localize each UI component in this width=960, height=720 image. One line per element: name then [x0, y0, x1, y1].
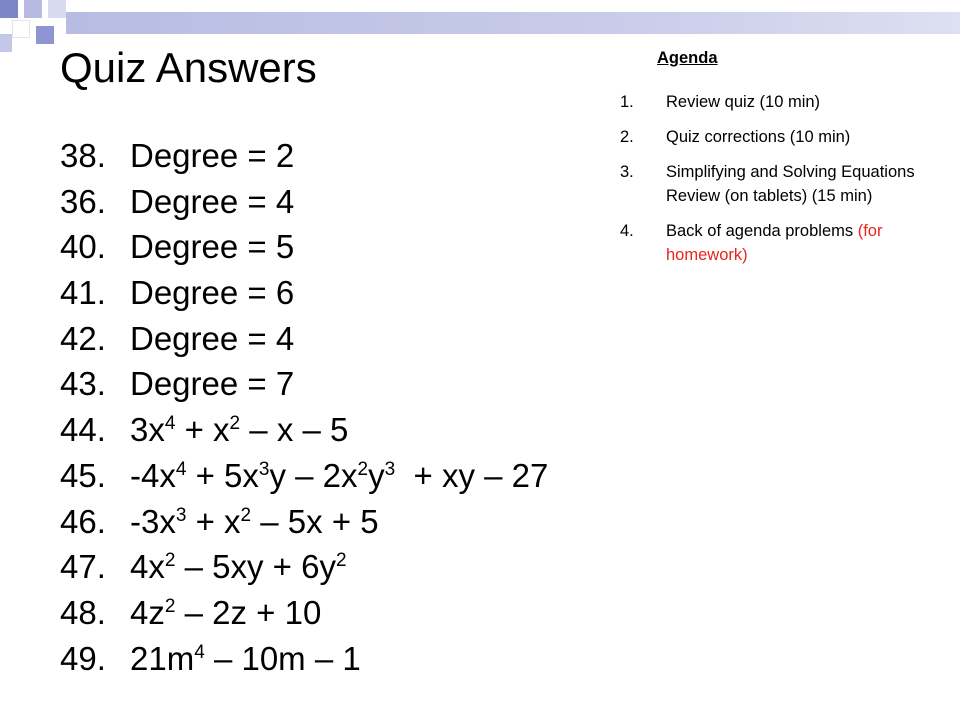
- agenda-item-text: Back of agenda problems: [666, 222, 858, 240]
- answer-text: 4x: [130, 548, 165, 586]
- answer-number: 47.: [60, 548, 106, 586]
- answer-text: 21m: [130, 639, 195, 677]
- answer-item: [60, 361, 548, 407]
- answer-item: [60, 316, 548, 362]
- answer-number: 36.: [60, 182, 106, 220]
- exponent: 4: [175, 458, 187, 480]
- answer-text: Degree = 4: [130, 182, 295, 220]
- agenda-item-number: 4.: [620, 222, 634, 240]
- answer-text: Degree = 5: [130, 228, 295, 266]
- agenda-title: Agenda: [657, 49, 718, 67]
- slide-title: Quiz Answers: [60, 44, 317, 91]
- answer-item: [60, 224, 548, 270]
- answer-text: 3x: [130, 411, 165, 449]
- answer-number: 45.: [60, 456, 106, 494]
- decor-square: [36, 26, 54, 44]
- answer-text: Degree = 4: [130, 319, 295, 357]
- answer-item: [60, 179, 548, 225]
- exponent: 4: [194, 641, 205, 663]
- answer-number: 48.: [60, 593, 106, 631]
- exponent: 3: [258, 458, 270, 480]
- agenda-item: [590, 219, 950, 267]
- answer-item: [60, 270, 548, 316]
- exponent: 2: [357, 458, 369, 480]
- answer-text: + x: [175, 411, 230, 449]
- answer-number: 46.: [60, 502, 106, 540]
- answer-text: – 5x + 5: [251, 502, 379, 540]
- exponent: 2: [164, 595, 176, 617]
- agenda-item-note: (for homework): [666, 222, 883, 264]
- answer-item: [60, 636, 548, 682]
- answer-text: – x – 5: [240, 411, 349, 449]
- answer-number: 38.: [60, 137, 106, 174]
- answer-text: + 5x: [186, 456, 259, 494]
- exponent: 2: [229, 413, 241, 435]
- answer-text: – 5xy + 6y: [175, 548, 336, 586]
- answer-text: -3x: [130, 502, 176, 540]
- answer-text: Degree = 2: [130, 137, 295, 174]
- answer-number: 43.: [60, 365, 106, 403]
- exponent: 3: [175, 504, 187, 526]
- agenda-item-text: Quiz corrections (10 min): [666, 128, 851, 146]
- agenda-item: [590, 160, 950, 208]
- answer-number: 49.: [60, 639, 106, 677]
- agenda-item-text: Review quiz (10 min): [666, 93, 821, 111]
- answer-text: + xy – 27: [395, 456, 549, 494]
- answer-item: [60, 499, 548, 545]
- answer-text: + x: [186, 502, 241, 540]
- header-bar: [66, 12, 960, 34]
- answer-number: 41.: [60, 274, 106, 312]
- answer-item: [60, 133, 548, 179]
- agenda-list: [590, 90, 950, 267]
- agenda-item-number: 1.: [620, 93, 634, 111]
- decor-square: [24, 0, 42, 18]
- answer-text: – 10m – 1: [204, 639, 361, 677]
- decor-square: [12, 20, 30, 38]
- exponent: 2: [164, 550, 176, 572]
- answer-item: [60, 407, 548, 453]
- agenda-item: [590, 90, 950, 114]
- agenda-item: [590, 125, 950, 149]
- answer-text: -4x: [130, 456, 176, 494]
- agenda-item-number: 3.: [620, 163, 634, 181]
- exponent: 4: [164, 413, 176, 435]
- answer-number: 40.: [60, 228, 106, 266]
- answer-list: [60, 133, 548, 681]
- answer-text: y – 2x: [269, 456, 358, 494]
- answer-text: – 2z + 10: [175, 593, 322, 631]
- decor-square: [0, 34, 12, 52]
- answer-item: [60, 544, 548, 590]
- answer-text: Degree = 6: [130, 274, 295, 312]
- agenda-item-text: Simplifying and Solving Equations Review (on tablets) (15 min): [666, 163, 915, 205]
- decor-square: [0, 0, 18, 18]
- agenda-panel: [590, 46, 950, 278]
- decor-square: [48, 0, 66, 18]
- answer-text: 4z: [130, 593, 165, 631]
- agenda-item-number: 2.: [620, 128, 634, 146]
- exponent: 3: [384, 458, 396, 480]
- answer-item: [60, 590, 548, 636]
- answer-text: y: [368, 456, 385, 494]
- answer-text: Degree = 7: [130, 365, 295, 403]
- answer-number: 44.: [60, 411, 106, 449]
- exponent: 2: [335, 550, 347, 572]
- exponent: 2: [240, 504, 252, 526]
- answer-number: 42.: [60, 319, 106, 357]
- answer-item: [60, 453, 548, 499]
